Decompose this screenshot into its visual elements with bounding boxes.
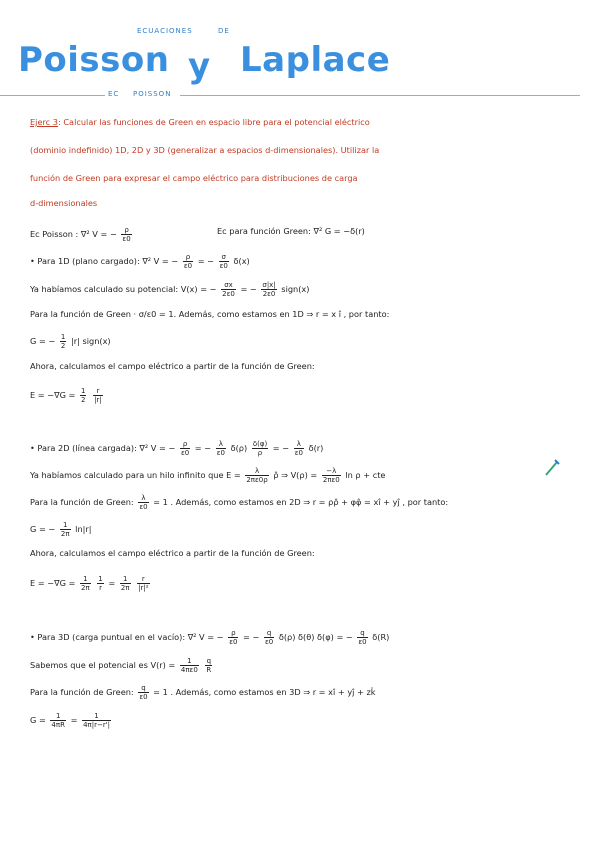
s2-E3-num: 1 — [120, 575, 131, 584]
section-3d-know — [30, 657, 214, 674]
s1-G-prefix: G = − — [30, 336, 56, 346]
section-3d-green — [30, 684, 376, 701]
section-1d-intro — [30, 253, 250, 270]
header-rule-left — [0, 95, 105, 96]
s2-calc-prefix: Ya habíamos calculado para un hilo infinito que E = — [30, 470, 241, 480]
s1-c1-den: 2ε0 — [222, 290, 235, 298]
title-laplace: Laplace — [240, 40, 391, 80]
s3-k1-den: 4πε0 — [180, 666, 198, 674]
s2-E4 — [137, 575, 149, 592]
s3-know-prefix: Sabemos que el potencial es V(r) = — [30, 660, 176, 670]
s1-c2 — [261, 281, 276, 298]
s2-f1 — [180, 440, 190, 457]
s1-G-frac — [60, 333, 66, 350]
section-2d-green — [30, 494, 448, 511]
s2-c2-num: −λ — [322, 467, 341, 476]
s3-k1 — [180, 657, 199, 674]
s3-f2 — [264, 629, 274, 646]
s1-c2-den: 2ε0 — [262, 290, 276, 298]
s2-mid3: = − — [272, 443, 290, 453]
s3-f2-num: q — [264, 629, 274, 638]
s1-f2-den: ε0 — [219, 262, 228, 270]
s3-G-prefix: G = — [30, 715, 46, 725]
s1-c1-num: σx — [221, 281, 236, 290]
s2-f1-num: ρ — [180, 440, 190, 449]
green-eq: ∇² G = −δ(r) — [313, 226, 365, 236]
s2-calc-tail: ln ρ + cte — [345, 470, 386, 480]
s2-g-num: λ — [138, 494, 148, 503]
s3-g-num: q — [138, 684, 148, 693]
exercise-statement-4: d-dimensionales — [30, 198, 98, 208]
s3-k2 — [205, 657, 212, 674]
s3-G1-num: 1 — [50, 712, 66, 721]
exercise-statement-1: : Calcular las funciones de Green en espacio libre para el potencial eléctrico — [57, 117, 370, 127]
s2-E2-den: r — [99, 584, 102, 592]
s2-f2-num: λ — [216, 440, 226, 449]
s1-E-den: 2 — [81, 396, 86, 404]
s3-tail: δ(R) — [372, 632, 390, 642]
s1-f1-den: ε0 — [183, 262, 193, 270]
section-1d-green: Para la función de Green · σ/ε0 = 1. Además, como estamos en 1D ⇒ r = x î , por tanto: — [30, 309, 390, 319]
s1-G-den: 2 — [60, 342, 66, 350]
s1-f2 — [219, 253, 229, 270]
s2-E3 — [120, 575, 131, 592]
s2-f3-den: ρ — [257, 449, 263, 457]
s3-G-eq: = — [70, 715, 78, 725]
exercise-statement-2: (dominio indefinido) 1D, 2D y 3D (generalizar a espacios d-dimensionales). Utilizar la — [30, 145, 380, 155]
s3-intro-text: • Para 3D (carga puntual en el vacío): ∇² V = − — [30, 632, 224, 642]
header-subtitle-right: POISSON — [133, 90, 172, 98]
s2-intro-text: • Para 2D (línea cargada): ∇² V = − — [30, 443, 176, 453]
s2-green-tail: = 1 . Además, como estamos en 2D ⇒ r = ρρ̂ + φφ̂ = xî + yĵ , por tanto: — [153, 497, 449, 507]
s3-f1-num: ρ — [228, 629, 238, 638]
s3-green-prefix: Para la función de Green: — [30, 687, 134, 697]
s2-c2 — [322, 467, 341, 484]
section-2d-E — [30, 575, 152, 592]
s1-calc-mid: = − — [240, 284, 257, 294]
s2-E-eq: = — [108, 578, 116, 588]
s3-f1-den: ε0 — [229, 638, 238, 646]
section-2d-intro — [30, 440, 323, 457]
s2-G-frac — [60, 521, 71, 538]
s3-k2-num: q — [206, 657, 212, 665]
green-label: Ec para función Green: — [217, 226, 311, 236]
s3-green-tail: = 1 . Además, como estamos en 3D ⇒ r = xî + yĵ + zk̂ — [153, 687, 376, 697]
section-3d-intro — [30, 629, 389, 646]
s2-G-den: 2π — [60, 530, 70, 538]
s1-f1-num: ρ — [183, 253, 193, 262]
s1-c2-num: σ|x| — [262, 281, 276, 289]
s3-k2-den: R — [206, 666, 212, 674]
s3-f3 — [357, 629, 367, 646]
s3-G1-den: 4πR — [51, 721, 65, 729]
section-2d-G — [30, 521, 92, 538]
s1-f2-num: σ — [219, 253, 229, 262]
s2-f3 — [252, 440, 268, 457]
s2-c1-den: 2πε0ρ — [246, 476, 268, 484]
s2-E1-den: 2π — [81, 584, 90, 592]
s2-E1 — [80, 575, 91, 592]
s1-E-n2: r — [93, 387, 103, 396]
s2-G-prefix: G = − — [30, 524, 56, 534]
section-1d-E — [30, 387, 105, 404]
s1-tail: δ(x) — [233, 256, 250, 266]
section-1d-field-line: Ahora, calculamos el campo eléctrico a partir de la función de Green: — [30, 361, 315, 371]
s2-f3-num: δ(φ) — [252, 440, 268, 448]
s2-E3-den: 2π — [120, 584, 130, 592]
s3-f3-num: q — [357, 629, 367, 638]
poisson-den: ε0 — [122, 235, 131, 243]
s2-E2 — [97, 575, 103, 592]
s3-f2-den: ε0 — [264, 638, 274, 646]
s3-mid2: δ(ρ) δ(θ) δ(φ) = − — [278, 632, 353, 642]
s2-c1 — [245, 467, 268, 484]
green-equation — [217, 226, 365, 236]
s3-f3-den: ε0 — [358, 638, 367, 646]
exercise-statement-3: función de Green para expresar el campo eléctrico para distribuciones de carga — [30, 173, 358, 183]
s2-green-prefix: Para la función de Green: — [30, 497, 134, 507]
s2-E2-num: 1 — [98, 575, 103, 583]
s3-k1-num: 1 — [180, 657, 199, 666]
s2-mid2: δ(ρ) — [230, 443, 248, 453]
s2-f1-den: ε0 — [180, 449, 190, 457]
s3-G2-num: 1 — [82, 712, 111, 721]
s2-f4-den: ε0 — [294, 449, 303, 457]
s2-g-den: ε0 — [139, 503, 148, 511]
s2-E4-den: |r|² — [138, 584, 149, 592]
pen-doodle-icon — [543, 458, 561, 478]
s3-G1 — [50, 712, 66, 729]
s3-f1 — [228, 629, 238, 646]
s2-f2 — [216, 440, 226, 457]
section-1d-G — [30, 333, 111, 350]
s3-g-den: ε0 — [139, 693, 148, 701]
s1-G-num: 1 — [60, 333, 66, 341]
section-1d-calc — [30, 281, 309, 298]
exercise-label: Ejerc 3 — [30, 117, 58, 127]
s2-mid1: = − — [194, 443, 212, 453]
header-supertitle-left: ECUACIONES — [137, 27, 193, 35]
s2-E1-num: 1 — [80, 575, 91, 584]
poisson-num: ρ — [121, 226, 131, 235]
s2-f4-num: λ — [294, 440, 304, 449]
s2-tail: δ(r) — [308, 443, 324, 453]
poisson-equation — [30, 226, 134, 243]
s1-intro-text: • Para 1D (plano cargado): ∇² V = − — [30, 256, 179, 266]
s2-c1-num: λ — [245, 467, 268, 476]
s2-f2-den: ε0 — [216, 449, 225, 457]
s1-c1 — [221, 281, 236, 298]
s3-g-frac — [138, 684, 148, 701]
s1-mid: = − — [197, 256, 215, 266]
s2-c2-den: 2πε0 — [322, 476, 340, 484]
header-supertitle-right: DE — [218, 27, 230, 35]
s1-f1 — [183, 253, 193, 270]
header-subtitle-left: EC — [108, 90, 120, 98]
s1-E-frac2 — [93, 387, 103, 404]
exercise-line-1 — [30, 117, 370, 127]
section-3d-G — [30, 712, 113, 729]
s2-G-num: 1 — [60, 521, 71, 530]
title-y: y — [188, 46, 211, 86]
s1-E-num: 1 — [81, 387, 86, 395]
s1-E-prefix: E = −∇G = — [30, 390, 76, 400]
title-poisson: Poisson — [18, 40, 170, 80]
s1-E-frac1 — [80, 387, 86, 404]
poisson-fraction — [121, 226, 131, 243]
s2-E4-num: r — [137, 575, 149, 584]
poisson-lhs: ∇² V = − — [80, 229, 117, 239]
section-2d-field-line: Ahora, calculamos el campo eléctrico a partir de la función de Green: — [30, 548, 315, 558]
section-2d-calc — [30, 467, 385, 484]
s2-E-prefix: E = −∇G = — [30, 578, 76, 588]
s1-E-d2: |r| — [94, 396, 102, 404]
header-rule-right — [180, 95, 580, 96]
s2-g-frac — [138, 494, 148, 511]
s2-calc-mid: ρ̂ ⇒ V(ρ) = — [273, 470, 318, 480]
s3-G2 — [82, 712, 111, 729]
s1-calc-tail: sign(x) — [281, 284, 310, 294]
s2-G-tail: ln|r| — [75, 524, 92, 534]
poisson-label: Ec Poisson : — [30, 229, 79, 239]
s3-mid1: = − — [243, 632, 260, 642]
s1-calc-prefix: Ya habíamos calculado su potencial: V(x) = − — [30, 284, 217, 294]
s3-G2-den: 4π|r−r'| — [83, 721, 110, 729]
s1-G-tail: |r| sign(x) — [70, 336, 111, 346]
s2-f4 — [294, 440, 304, 457]
